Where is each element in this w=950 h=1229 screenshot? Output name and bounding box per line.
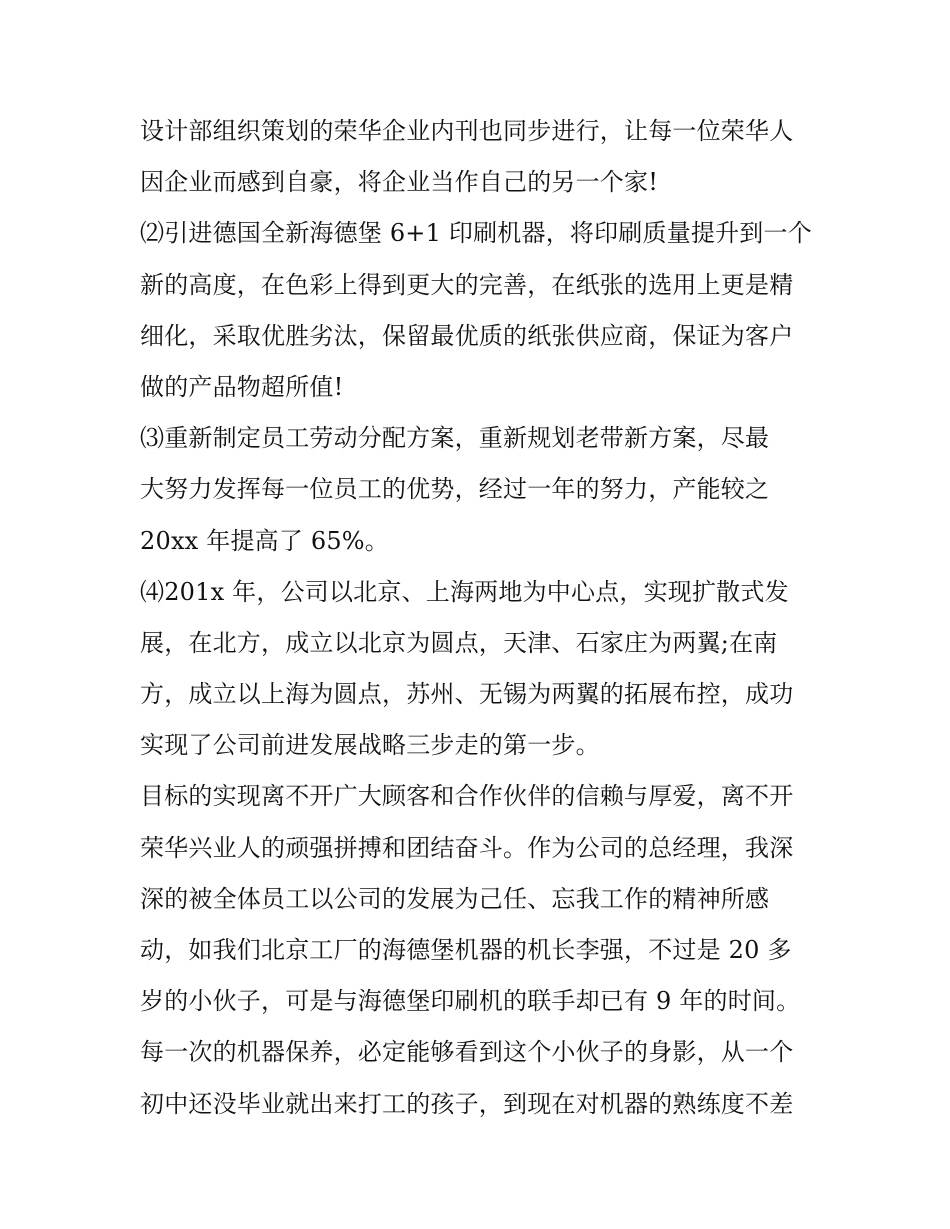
text-line: ⑶重新制定员工劳动分配方案，重新规划老带新方案，尽最 xyxy=(140,424,770,453)
text-line: 20xx 年提高了 65%。 xyxy=(140,526,390,555)
text-line: 目标的实现离不开广大顾客和合作伙伴的信赖与厚爱，离不开 xyxy=(140,782,794,811)
text-line: 因企业而感到自豪，将企业当作自己的另一个家! xyxy=(140,168,659,197)
text-line: 做的产品物超所值! xyxy=(140,372,344,401)
text-line: 初中还没毕业就出来打工的孩子，到现在对机器的熟练度不差 xyxy=(140,1089,794,1118)
text-line: 岁的小伙子，可是与海德堡印刷机的联手却已有 9 年的时间。 xyxy=(140,987,801,1016)
text-line: 动，如我们北京工厂的海德堡机器的机长李强，不过是 20 多 xyxy=(140,936,792,964)
text-line: 方，成立以上海为圆点，苏州、无锡为两翼的拓展布控，成功 xyxy=(140,680,794,709)
text-line: 大努力发挥每一位员工的优势，经过一年的努力，产能较之 xyxy=(140,475,770,504)
text-line: 新的高度，在色彩上得到更大的完善，在纸张的选用上更是精 xyxy=(140,270,794,299)
text-line: 设计部组织策划的荣华企业内刊也同步进行，让每一位荣华人 xyxy=(140,117,794,145)
text-line: ⑵引进德国全新海德堡 6+1 印刷机器，将印刷质量提升到一个 xyxy=(140,219,812,248)
document-body xyxy=(140,106,820,1130)
text-line: 实现了公司前进发展战略三步走的第一步。 xyxy=(140,731,600,760)
text-line: 深的被全体员工以公司的发展为己任、忘我工作的精神所感 xyxy=(140,884,770,913)
text-line: 每一次的机器保养，必定能够看到这个小伙子的身影，从一个 xyxy=(140,1038,794,1067)
text-line: 荣华兴业人的顽强拼搏和团结奋斗。作为公司的总经理，我深 xyxy=(140,833,794,862)
text-line: 细化，采取优胜劣汰，保留最优质的纸张供应商，保证为客户 xyxy=(140,321,794,350)
text-line: 展，在北方，成立以北京为圆点，天津、石家庄为两翼;在南 xyxy=(140,628,778,657)
text-line: ⑷201x 年，公司以北京、上海两地为中心点，实现扩散式发 xyxy=(140,577,789,606)
